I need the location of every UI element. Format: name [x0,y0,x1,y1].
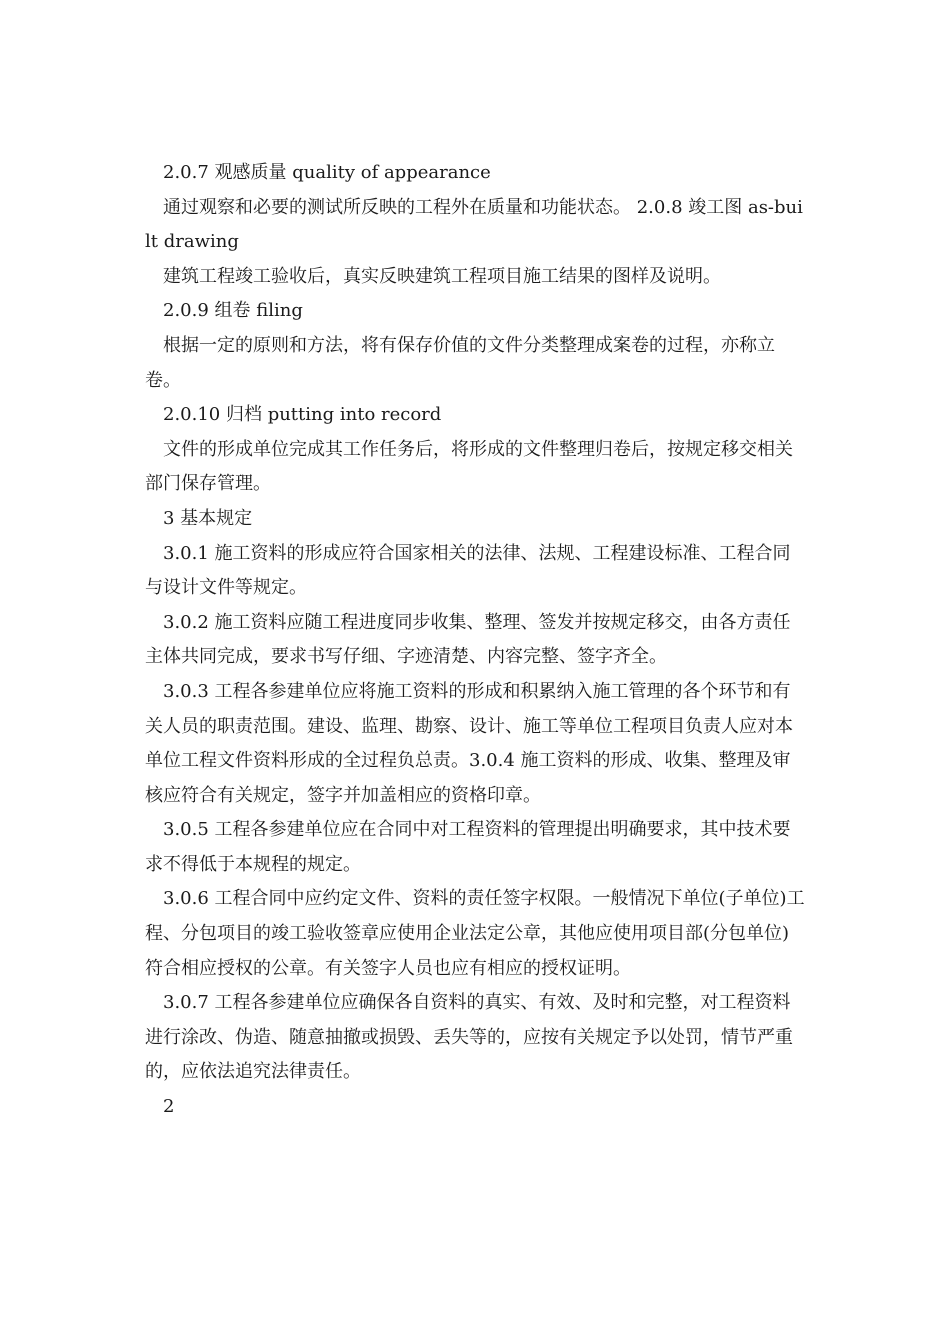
paragraph-definition-appearance: 通过观察和必要的测试所反映的工程外在质量和功能状态。 2.0.8 竣工图 as-built drawing [145,196,803,253]
paragraph-definition-record: 文件的形成单位完成其工作任务后，将形成的文件整理归卷后，按规定移交相关部门保存管理。 [145,438,793,495]
paragraph-clause-3-0-6: 3.0.6 工程合同中应约定文件、资料的责任签字权限。一般情况下单位(子单位)工程、分包项目的竣工验收签章应使用企业法定公章，其他应使用项目部(分包单位)符合相应授权的公章。有关签字人员也应有相应的授权证明。 [145,888,805,979]
paragraph-term-2-0-7: 2.0.7 观感质量 quality of appearance [163,162,491,183]
paragraph-term-2-0-9: 2.0.9 组卷 filing [163,300,303,322]
page-number: 2 [163,1096,175,1118]
paragraph-clause-3-0-1: 3.0.1 施工资料的形成应符合国家相关的法律、法规、工程建设标准、工程合同与设计文件等规定。 [145,542,791,599]
document-page [145,156,805,1125]
paragraph-definition-filing: 根据一定的原则和方法，将有保存价值的文件分类整理成案卷的过程，亦称立卷。 [145,334,775,391]
paragraph-clause-3-0-3: 3.0.3 工程各参建单位应将施工资料的形成和积累纳入施工管理的各个环节和有关人员的职责范围。建设、监理、勘察、设计、施工等单位工程项目负责人应对本单位工程文件资料形成的全过程负总责。3.0.4 施工资料的形成、收集、整理及审核应符合有关规定，签字并加盖相应的资格印章。 [145,680,793,806]
paragraph-clause-3-0-7: 3.0.7 工程各参建单位应确保各自资料的真实、有效、及时和完整，对工程资料进行涂改、伪造、随意抽撤或损毁、丢失等的，应按有关规定予以处罚，情节严重的，应依法追究法律责任。 [145,992,793,1083]
paragraph-definition-as-built: 建筑工程竣工验收后，真实反映建筑工程项目施工结果的图样及说明。 [163,265,721,287]
section-heading-basic-rules: 3 基本规定 [163,507,253,529]
paragraph-term-2-0-10: 2.0.10 归档 putting into record [163,404,442,426]
paragraph-clause-3-0-5: 3.0.5 工程各参建单位应在合同中对工程资料的管理提出明确要求，其中技术要求不得低于本规程的规定。 [145,819,791,875]
paragraph-clause-3-0-2: 3.0.2 施工资料应随工程进度同步收集、整理、签发并按规定移交，由各方责任主体共同完成，要求书写仔细、字迹清楚、内容完整、签字齐全。 [145,611,791,668]
